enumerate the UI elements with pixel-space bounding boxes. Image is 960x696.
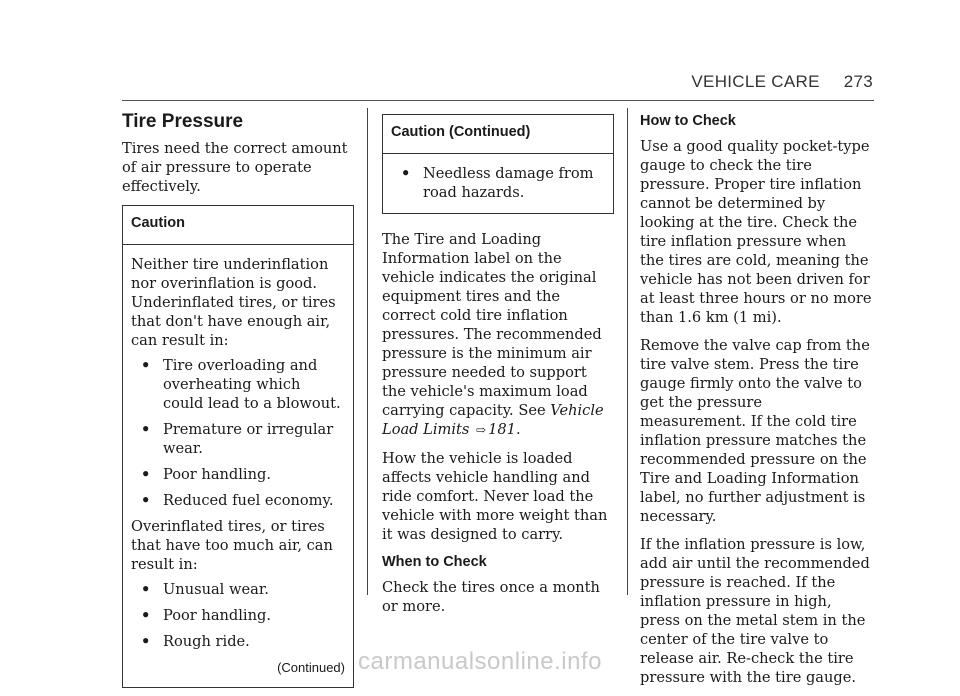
- body-paragraph: How the vehicle is loaded affects vehicle handling and ride comfort. Never load the vehicle with more weight than it was designed to carry.: [382, 450, 608, 543]
- column-3: [640, 108, 872, 696]
- watermark-text: carmanualsonline.info: [358, 648, 602, 675]
- column-2: [382, 108, 614, 625]
- body-paragraph: Check the tires once a month or more.: [382, 579, 600, 615]
- list-item: • Tire overloading and overheating which could lead to a blowout.: [141, 357, 341, 412]
- caution-body: [383, 154, 613, 213]
- overinflation-list: [131, 580, 345, 651]
- bullet-icon: •: [141, 607, 151, 624]
- body-paragraph: The Tire and Loading Information label on the vehicle indicates the original equipment tires and the correct cold tire inflation pressures. The recommended pressure is the minimum air pressure needed to support the vehicle's maximum load carrying capacity. See Vehicle Load Limits ⇨ 181.: [382, 231, 604, 438]
- header-divider: [122, 100, 874, 101]
- cross-reference-link[interactable]: Vehicle Load Limits ⇨ 181: [382, 402, 604, 438]
- body-paragraph: Use a good quality pocket-type gauge to check the tire pressure. Proper tire inflation cannot be determined by looking at the tire. Check the tire inflation pressure when the tires are cold, meaning the vehicle has not been driven for at least three hours or no more than 1.6 km (1 mi).: [640, 138, 872, 326]
- bullet-icon: •: [141, 421, 151, 438]
- bullet-icon: •: [401, 165, 411, 182]
- column-divider: [367, 108, 368, 595]
- column-divider: [627, 108, 628, 595]
- caution-heading: Caution: [123, 206, 353, 245]
- bullet-icon: •: [141, 492, 151, 509]
- underinflation-list: [131, 356, 345, 510]
- page-number: 273: [843, 72, 873, 91]
- list-item: • Rough ride.: [141, 633, 250, 650]
- caution-paragraph: Neither tire underinflation nor overinflation is good. Underinflated tires, or tires that don't have enough air, can result in:: [131, 256, 336, 349]
- list-item: • Poor handling.: [141, 466, 271, 483]
- list-item: • Needless damage from road hazards.: [401, 165, 594, 201]
- section-title: VEHICLE CARE: [691, 72, 820, 91]
- body-paragraph: If the inflation pressure is low, add air until the recommended pressure is reached. If the inflation pressure in high, press on the metal stem in the center of the tire valve to release air. Re-check the tire pressure with the tire gauge.: [640, 536, 870, 686]
- list-item: • Poor handling.: [141, 607, 271, 624]
- arrow-right-icon: ⇨: [476, 423, 487, 437]
- caution-list: [391, 164, 605, 202]
- subheading-how-to-check: How to Check: [640, 113, 736, 129]
- caution-continued-box: [382, 114, 614, 214]
- bullet-icon: •: [141, 633, 151, 650]
- page-header: [691, 72, 873, 92]
- bullet-icon: •: [141, 581, 151, 598]
- caution-paragraph: Overinflated tires, or tires that have too much air, can result in:: [131, 518, 333, 573]
- caution-heading: Caution (Continued): [383, 115, 613, 154]
- body-paragraph: Remove the valve cap from the tire valve stem. Press the tire gauge firmly onto the valve to get the pressure measurement. If the cold tire inflation pressure matches the recommended pressure on the Tire and Loading Information label, no further adjustment is necessary.: [640, 337, 870, 525]
- list-item: • Unusual wear.: [141, 581, 269, 598]
- bullet-icon: •: [141, 357, 151, 374]
- bullet-icon: •: [141, 466, 151, 483]
- caution-box: [122, 205, 354, 688]
- intro-paragraph: Tires need the correct amount of air pressure to operate effectively.: [122, 140, 348, 195]
- continued-label: (Continued): [277, 660, 345, 675]
- column-1: [122, 108, 354, 688]
- list-item: • Premature or irregular wear.: [141, 421, 334, 457]
- list-item: • Reduced fuel economy.: [141, 492, 334, 509]
- subheading-when-to-check: When to Check: [382, 554, 487, 570]
- section-heading: Tire Pressure: [122, 111, 244, 132]
- caution-body: [123, 245, 353, 687]
